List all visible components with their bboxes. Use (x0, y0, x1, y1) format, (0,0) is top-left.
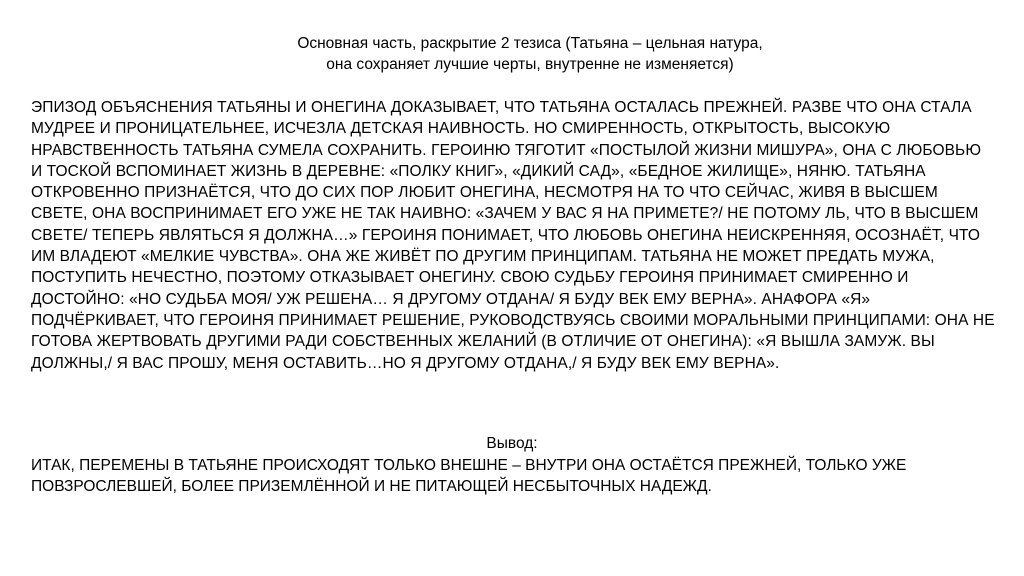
slide-body-text: ЭПИЗОД ОБЪЯСНЕНИЯ ТАТЬЯНЫ И ОНЕГИНА ДОКАЗЫВАЕТ, ЧТО ТАТЬЯНА ОСТАЛАСЬ ПРЕЖНЕЙ. РАЗВЕ ЧТО ОНА СТАЛА МУДРЕЕ И ПРОНИЦАТЕЛЬНЕЕ, ИСЧЕЗЛА ДЕТСКАЯ НАИВНОСТЬ. НО СМИРЕННОСТЬ, ОТКРЫТОСТЬ, ВЫСОКУЮ НРАВСТВЕННОСТЬ ТАТЬЯНА СУМЕЛА СОХРАНИТЬ. ГЕРОИНЮ ТЯГОТИТ «ПОСТЫЛОЙ ЖИЗНИ МИШУРА», ОНА С ЛЮБОВЬЮ И ТОСКОЙ ВСПОМИНАЕТ ЖИЗНЬ В ДЕРЕВНЕ: «ПОЛКУ КНИГ», «ДИКИЙ САД», «БЕДНОЕ ЖИЛИЩЕ», НЯНЮ. ТАТЬЯНА ОТКРОВЕННО ПРИЗНАЁТСЯ, ЧТО ДО СИХ ПОР ЛЮБИТ ОНЕГИНА, НЕСМОТРЯ НА ТО ЧТО СЕЙЧАС, ЖИВЯ В ВЫСШЕМ СВЕТЕ, ОНА ВОСПРИНИМАЕТ ЕГО УЖЕ НЕ ТАК НАИВНО: «ЗАЧЕМ У ВАС Я НА ПРИМЕТЕ?/ НЕ ПОТОМУ ЛЬ, ЧТО В ВЫСШЕМ СВЕТЕ/ ТЕПЕРЬ ЯВЛЯТЬСЯ Я ДОЛЖНА…» ГЕРОИНЯ ПОНИМАЕТ, ЧТО ЛЮБОВЬ ОНЕГИНА НЕИСКРЕННЯЯ, ОСОЗНАЁТ, ЧТО ИМ ВЛАДЕЮТ «МЕЛКИЕ ЧУВСТВА». ОНА ЖЕ ЖИВЁТ ПО ДРУГИМ ПРИНЦИПАМ. ТАТЬЯНА НЕ МОЖЕТ ПРЕДАТЬ МУЖА, ПОСТУПИТЬ НЕЧЕСТНО, ПОЭТОМУ ОТКАЗЫВАЕТ ОНЕГИНУ. СВОЮ СУДЬБУ ГЕРОИНЯ ПРИНИМАЕТ СМИРЕННО И ДОСТОЙНО: «НО СУДЬБА МОЯ/ УЖ РЕШЕНА… Я ДРУГОМУ ОТДАНА/ Я БУДУ ВЕК ЕМУ ВЕРНА». АНАФОРА «Я» ПОДЧЁРКИВАЕТ, ЧТО ГЕРОИНЯ ПРИНИМАЕТ РЕШЕНИЕ, РУКОВОДСТВУЯСЬ СВОИМИ МОРАЛЬНЫМИ ПРИНЦИПАМИ: ОНА НЕ ГОТОВА ЖЕРТВОВАТЬ ДРУГИМИ РАДИ СОБСТВЕННЫХ ЖЕЛАНИЙ (В ОТЛИЧИЕ ОТ ОНЕГИНА): «Я ВЫШЛА ЗАМУЖ. ВЫ ДОЛЖНЫ,/ Я ВАС ПРОШУ, МЕНЯ ОСТАВИТЬ…НО Я ДРУГОМУ ОТДАНА,/ Я БУДУ ВЕК ЕМУ ВЕРНА». (31, 99, 995, 372)
conclusion-heading: Вывод: (486, 435, 538, 452)
conclusion-text: ИТАК, ПЕРЕМЕНЫ В ТАТЬЯНЕ ПРОИСХОДЯТ ТОЛЬКО ВНЕШНЕ – ВНУТРИ ОНА ОСТАЁТСЯ ПРЕЖНЕЙ, ТОЛЬКО УЖЕ ПОВЗРОСЛЕВШЕЙ, БОЛЕЕ ПРИЗЕМЛЁННОЙ И НЕ ПИТАЮЩЕЙ НЕСБЫТОЧНЫХ НАДЕЖД. (31, 457, 907, 496)
slide-title: Основная часть, раскрытие 2 тезиса (Татьяна – цельная натура, она сохраняет лучшие черты, внутренне не изменяется) (297, 35, 763, 73)
